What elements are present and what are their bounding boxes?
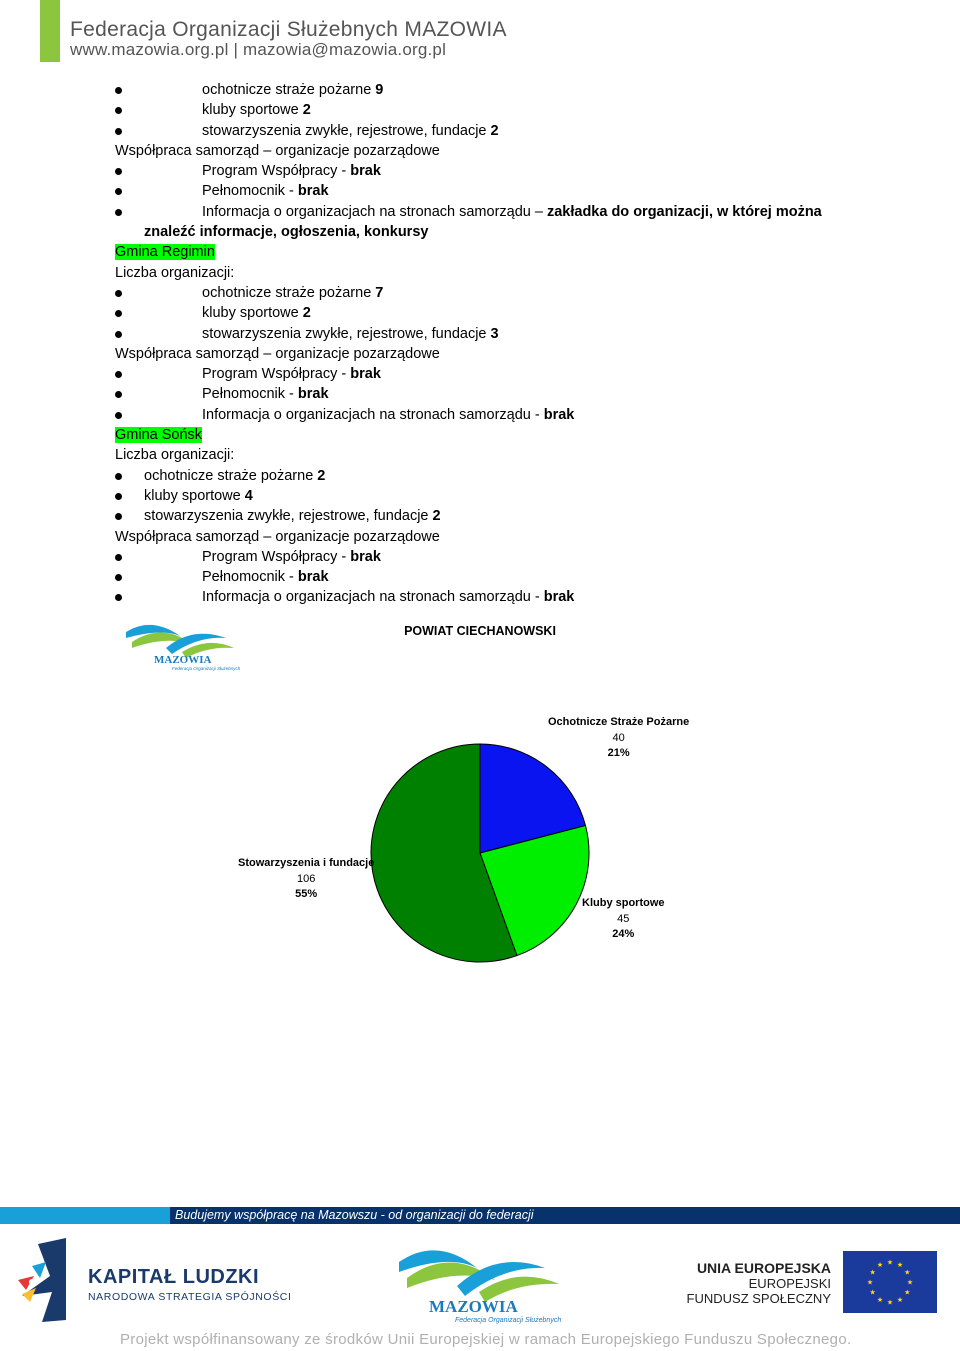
line-text: stowarzyszenia zwykłe, rejestrowe, fundacje xyxy=(144,508,433,525)
pie-label-osp xyxy=(548,715,689,762)
line-bold-text: brak xyxy=(543,589,575,606)
line-text: Gmina Regimin xyxy=(115,244,215,261)
eu-star-icon: ★ xyxy=(876,1262,884,1270)
line-bold-text: 2 xyxy=(302,305,311,322)
line-text: ochotnicze straże pożarne xyxy=(144,467,318,484)
kapital-ludzki-title: KAPITAŁ LUDZKI xyxy=(88,1266,260,1288)
line-text: kluby sportowe xyxy=(202,305,303,322)
mazowia-logo-text: MAZOWIA xyxy=(154,654,212,666)
line-bold-text: brak xyxy=(297,183,329,200)
pie-label-name: Stowarzyszenia i fundacje xyxy=(238,857,375,869)
line-text: Pełnomocnik - xyxy=(202,569,298,586)
line-bold-text: 4 xyxy=(244,487,253,504)
pie-label-percent: 24% xyxy=(612,928,635,940)
line-text: ochotnicze straże pożarne xyxy=(202,82,376,98)
pie-label-percent: 55% xyxy=(295,888,318,900)
mazowia-logo-sub: Federacja Organizacji Służebnych xyxy=(172,666,241,671)
line-text: Pełnomocnik - xyxy=(202,183,298,200)
eu-star-icon: ★ xyxy=(906,1279,914,1287)
line-text: Informacja o organizacjach na stronach samorządu – xyxy=(202,203,547,220)
line-bold-text: 2 xyxy=(490,122,499,139)
eu-flag-icon xyxy=(843,1251,937,1313)
line-bold-text: brak xyxy=(543,406,575,423)
kapital-ludzki-subtitle: NARODOWA STRATEGIA SPÓJNOŚCI xyxy=(88,1291,292,1303)
line-text: Program Współpracy - xyxy=(202,548,351,565)
eu-star-icon: ★ xyxy=(904,1289,911,1297)
line-text: stowarzyszenia zwykłe, rejestrowe, fundacje xyxy=(202,122,491,139)
line-text: Pełnomocnik - xyxy=(202,386,298,403)
line-bold-text: 2 xyxy=(302,102,311,119)
line-bold-text: zakładka do organizacji, w której można xyxy=(546,203,822,220)
line-bold-text: 3 xyxy=(490,325,499,342)
line-text: Program Współpracy - xyxy=(202,366,351,383)
line-text: stowarzyszenia zwykłe, rejestrowe, fundacje xyxy=(202,325,491,342)
ue-fund-line1: EUROPEJSKI xyxy=(748,1276,831,1291)
footer-band-text: Budujemy współpracę na Mazowszu - od organizacji do federacji xyxy=(175,1208,534,1222)
line-bold-text: 2 xyxy=(317,467,326,484)
line-text: Liczba organizacji: xyxy=(115,264,235,281)
eu-star-icon: ★ xyxy=(886,1259,894,1267)
line-text: Współpraca samorząd – organizacje pozarządowe xyxy=(115,528,440,545)
pie-label-percent: 21% xyxy=(607,747,630,759)
pie-label-value: 106 xyxy=(296,872,316,885)
header-title: Federacja Organizacji Służebnych MAZOWIA xyxy=(70,18,507,41)
line-bold-text: brak xyxy=(297,569,329,586)
eu-star-icon: ★ xyxy=(896,1262,904,1270)
pie-label-kluby xyxy=(582,896,665,943)
line-bold-text: znaleźć informacje, ogłoszenia, konkursy xyxy=(144,224,429,241)
line-text: Program Współpracy - xyxy=(202,163,351,180)
line-bold-text: brak xyxy=(350,163,381,180)
ue-title: UNIA EUROPEJSKA xyxy=(696,1260,831,1276)
pie-label-name: Ochotnicze Straże Pożarne xyxy=(548,716,690,728)
eu-star-icon: ★ xyxy=(869,1289,876,1297)
mazowia-footer-logo xyxy=(393,1234,573,1326)
mazowia-footer-logo-text: MAZOWIA xyxy=(429,1297,518,1316)
line-bold-text: brak xyxy=(350,548,381,565)
pie-label-value: 45 xyxy=(617,912,630,925)
line-text: Informacja o organizacjach na stronach samorządu - xyxy=(202,589,544,606)
line-text: kluby sportowe xyxy=(144,487,245,504)
line-text: Gmina Sońsk xyxy=(115,427,203,444)
eu-star-icon: ★ xyxy=(904,1269,911,1277)
kapital-ludzki-icon xyxy=(12,1236,72,1324)
eu-star-icon: ★ xyxy=(896,1296,904,1304)
header-contact: www.mazowia.org.pl | mazowia@mazowia.org.pl xyxy=(70,40,447,59)
eu-star-icon: ★ xyxy=(886,1299,894,1307)
line-text: kluby sportowe xyxy=(202,102,303,119)
line-bold-text: brak xyxy=(350,366,381,383)
eu-star-icon: ★ xyxy=(866,1279,874,1287)
chart-title: POWIAT CIECHANOWSKI xyxy=(404,624,556,638)
project-footer-text: Projekt współfinansowany ze środków Unii Europejskiej w ramach Europejskiego Funduszu Społecznego. xyxy=(120,1331,852,1348)
line-text: Liczba organizacji: xyxy=(115,447,235,464)
ue-fund-line2: FUNDUSZ SPOŁECZNY xyxy=(686,1291,831,1306)
line-text: Współpraca samorząd – organizacje pozarządowe xyxy=(115,142,440,159)
line-bold-text: brak xyxy=(297,386,329,403)
pie-label-name: Kluby sportowe xyxy=(582,897,665,909)
footer-band xyxy=(0,1207,960,1224)
mazowia-footer-logo-sub: Federacja Organizacji Służebnych xyxy=(455,1317,562,1324)
eu-star-icon: ★ xyxy=(869,1269,876,1277)
line-text: Współpraca samorząd – organizacje pozarządowe xyxy=(115,345,440,362)
line-bold-text: 9 xyxy=(375,82,384,98)
line-bold-text: 2 xyxy=(432,508,441,525)
eu-star-icon: ★ xyxy=(876,1296,884,1304)
line-text: Informacja o organizacjach na stronach samorządu - xyxy=(202,406,544,423)
pie-label-stowarzyszenia xyxy=(238,856,374,903)
line-bold-text: 7 xyxy=(375,284,384,301)
line-text: ochotnicze straże pożarne xyxy=(202,284,376,301)
pie-label-value: 40 xyxy=(612,731,625,744)
